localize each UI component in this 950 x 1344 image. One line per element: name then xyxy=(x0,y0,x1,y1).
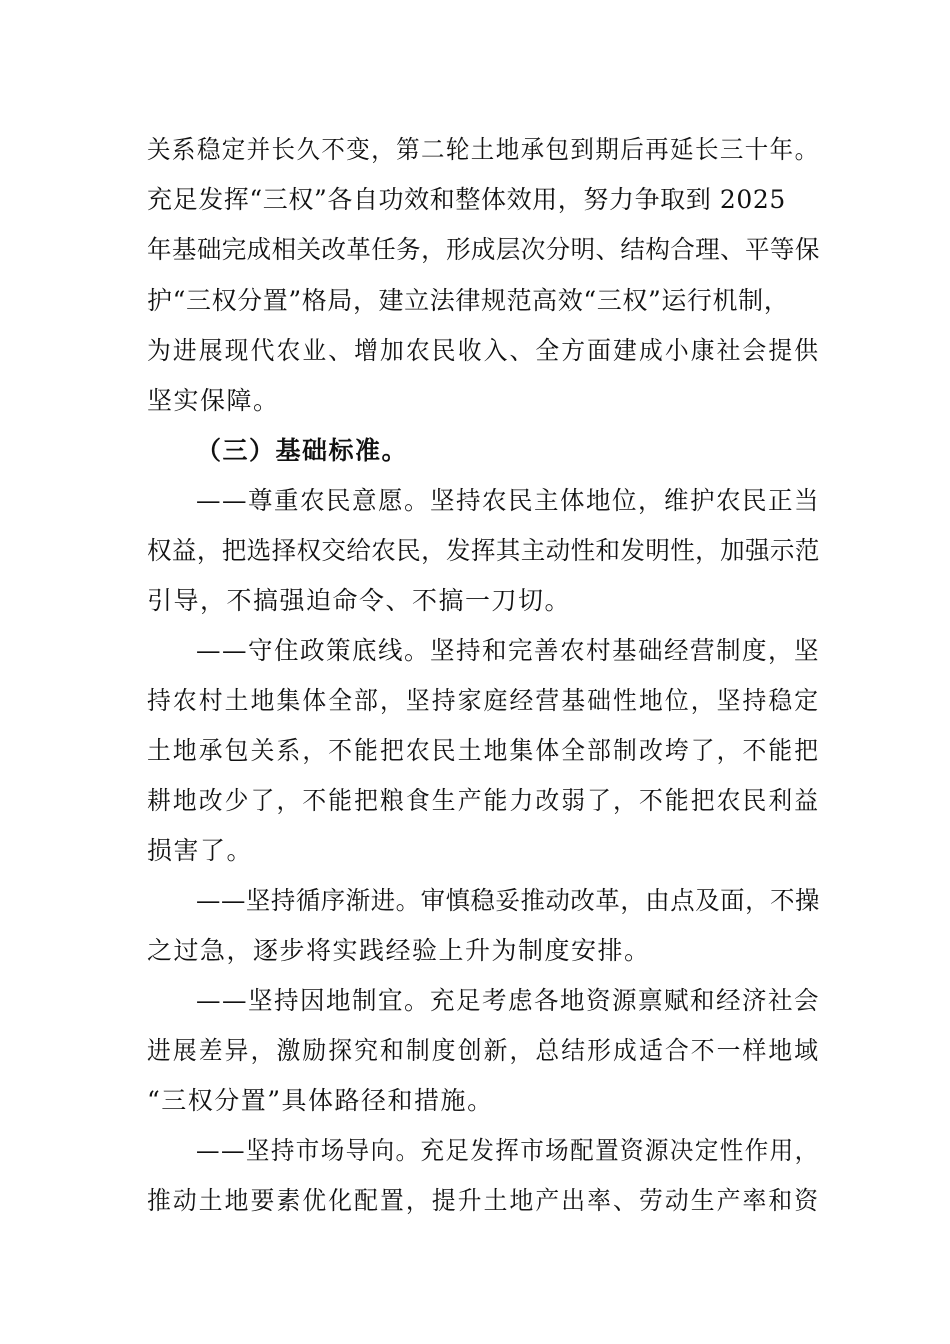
body-line: 持农村土地集体全部，坚持家庭经营基础性地位，坚持稳定 xyxy=(147,686,821,715)
body-line: “三权分置”具体路径和措施。 xyxy=(147,1086,494,1115)
body-line: ——坚持因地制宜。充足考虑各地资源禀赋和经济社会 xyxy=(196,986,820,1015)
body-line: 年基础完成相关改革任务，形成层次分明、结构合理、平等保 xyxy=(147,235,820,264)
body-line: 推动土地要素优化配置，提升土地产出率、劳动生产率和资 xyxy=(147,1186,821,1215)
body-line: 关系稳定并长久不变，第二轮土地承包到期后再延长三十年。 xyxy=(147,135,820,164)
body-line: ——守住政策底线。坚持和完善农村基础经营制度，坚 xyxy=(196,636,820,665)
body-line: 为进展现代农业、增加农民收入、全方面建成小康社会提供 xyxy=(147,336,821,365)
body-line: ——坚持市场导向。充足发挥市场配置资源决定性作用， xyxy=(196,1136,820,1165)
body-line: 耕地改少了，不能把粮食生产能力改弱了，不能把农民利益 xyxy=(147,786,821,815)
section-heading: （三）基础标准。 xyxy=(196,436,409,465)
body-line: 权益，把选择权交给农民，发挥其主动性和发明性，加强示范 xyxy=(147,536,820,565)
body-line: 进展差异，激励探究和制度创新，总结形成适合不一样地域 xyxy=(147,1036,821,1065)
body-line: 坚实保障。 xyxy=(147,386,280,415)
body-line: ——尊重农民意愿。坚持农民主体地位，维护农民正当 xyxy=(196,486,820,515)
body-line: 之过急，逐步将实践经验上升为制度安排。 xyxy=(147,936,651,965)
body-line: 土地承包关系，不能把农民土地集体全部制改垮了，不能把 xyxy=(147,736,821,765)
body-line: 护“三权分置”格局，建立法律规范高效“三权”运行机制， xyxy=(147,286,790,315)
body-line: ——坚持循序渐进。审慎稳妥推动改革，由点及面，不操 xyxy=(196,886,821,915)
body-line: 引导，不搞强迫命令、不搞一刀切。 xyxy=(147,586,572,615)
body-line: 损害了。 xyxy=(147,836,254,865)
body-line: 充足发挥“三权”各自功效和整体效用，努力争取到 2025 xyxy=(147,185,786,214)
